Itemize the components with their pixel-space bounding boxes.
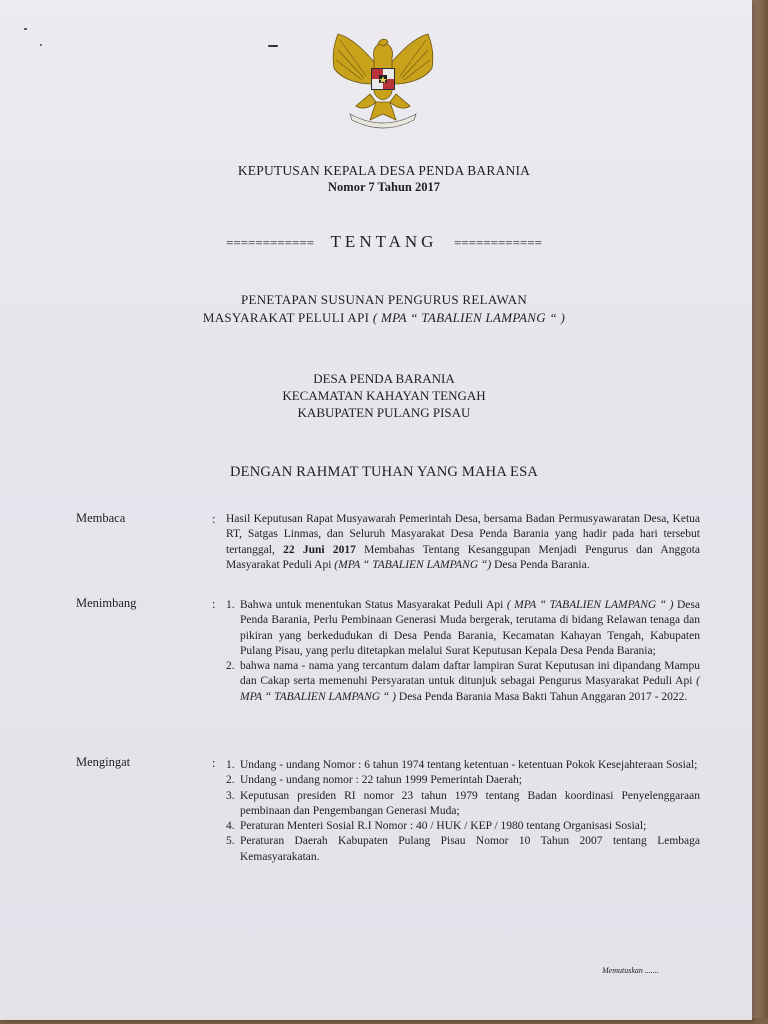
membaca-text-c: Desa Penda Barania. [491,558,590,571]
mengingat-item-number: 5. [226,835,235,848]
garuda-emblem-icon [326,28,440,132]
subject-line-2 [0,310,768,326]
mengingat-item [226,819,700,834]
mengingat-item-text: Keputusan presiden RI nomor 23 tahun 1979 tentang Badan koordinasi Penyelenggaraan pembinaan dan Pengembangan Generasi Muda; [240,789,700,817]
mengingat-item [226,834,700,865]
menimbang-item [226,659,700,705]
preamble-heading: DENGAN RAHMAT TUHAN YANG MAHA ESA [229,464,539,480]
mengingat-item-text: Peraturan Menteri Sosial R.I Nomor : 40 / HUK / KEP / 1980 tentang Organisasi Sosial; [240,820,647,833]
menimbang-item-italic: ( MPA “ TABALIEN LAMPANG “ ) [240,675,700,703]
membaca-text-a: Hasil Keputusan Rapat Musyawarah Pemerintah Desa, bersama Badan Permusyawaratan Desa, Ketua RT, Satgas Linmas, dan Seluruh Masyarakat Desa Penda Barania yang hadir pada hari tersebut tertanggal, [226,513,700,556]
membaca-label: Membaca [76,511,126,525]
menimbang-item-number: 1. [226,599,235,611]
menimbang-item-number: 2. [226,660,235,673]
menimbang-item-text-b: Desa Penda Barania Masa Bakti Tahun Anggaran 2017 - 2022. [396,690,688,703]
subject-line-1: PENETAPAN SUSUNAN PENGURUS RELAWAN [240,292,528,307]
membaca-mpa: (MPA “ TABALIEN LAMPANG “) [334,558,492,571]
paper-speck [24,28,27,30]
separator-left: ============ [226,235,315,250]
paper-speck [40,44,42,46]
menimbang-list [226,598,700,705]
mengingat-item-number: 2. [226,774,235,787]
subject-line-2-italic: ( MPA “ TABALIEN LAMPANG “ ) [372,310,566,325]
decree-title: KEPUTUSAN KEPALA DESA PENDA BARANIA [237,163,531,178]
membaca-colon: : [212,512,216,526]
mengingat-item-number: 4. [226,820,235,833]
mengingat-item-text: Peraturan Daerah Kabupaten Pulang Pisau Nomor 10 Tahun 2007 tentang Lembaga Kemasyarakatan. [240,835,700,863]
mengingat-label: Mengingat [76,755,131,769]
region-district: KECAMATAN KAHAYAN TENGAH [282,388,486,403]
mengingat-item-number: 1. [226,759,235,771]
menimbang-item [226,598,700,659]
mengingat-item-text: Undang - undang nomor : 22 tahun 1999 Pemerintah Daerah; [240,774,523,787]
menimbang-item-text-b: Desa Penda Barania, Perlu Pembinaan Generasi Muda bergerak, terutama di bidang Relawan tenaga dan pikiran yang berkedudukan di Desa Penda Barania, Kecamatan Kahayan Tengah, Kabupaten Pulang Pisau, yang perlu ditetapkan melalui Surat Keputusan Kepala Desa Penda Barania; [240,599,700,657]
mengingat-colon: : [212,756,216,770]
continued-note: Memutuskan ....... [602,966,659,975]
tentang-label: TENTANG [330,232,438,251]
separator-right: ============ [453,235,542,250]
membaca-text [226,512,700,573]
tentang-heading [0,232,768,252]
mengingat-item [226,789,700,820]
paper-speck [268,45,278,47]
mengingat-item-text: Undang - undang Nomor : 6 tahun 1974 tentang ketentuan - ketentuan Pokok Kesejahteraan Sosial; [240,759,698,771]
membaca-date: 22 Juni 2017 [283,543,356,556]
menimbang-colon: : [212,597,216,611]
menimbang-item-italic: ( MPA “ TABALIEN LAMPANG “ ) [506,599,674,611]
mengingat-item [226,758,700,773]
mengingat-list [226,758,700,865]
mengingat-item-number: 3. [226,789,235,802]
region-regency: KABUPATEN PULANG PISAU [297,405,471,420]
menimbang-item-text-a: bahwa nama - nama yang tercantum dalam daftar lampiran Surat Keputusan ini dipandang Mampu dan Cakap serta memenuhi Persyaratan untuk ditunjuk sebagai Pengurus Masyarakat Peduli Api [240,660,700,688]
decree-number: Nomor 7 Tahun 2017 [328,180,440,194]
subject-line-2-text: MASYARAKAT PELULI API [202,310,373,325]
region-village: DESA PENDA BARANIA [313,371,455,386]
membaca-text-b: Membahas Tentang Kesanggupan Menjadi Pengurus dan Anggota Masyarakat Peduli Api [226,543,700,571]
menimbang-label: Menimbang [76,596,137,610]
menimbang-item-text-a: Bahwa untuk menentukan Status Masyarakat Peduli Api [240,599,507,611]
mengingat-item [226,773,700,788]
